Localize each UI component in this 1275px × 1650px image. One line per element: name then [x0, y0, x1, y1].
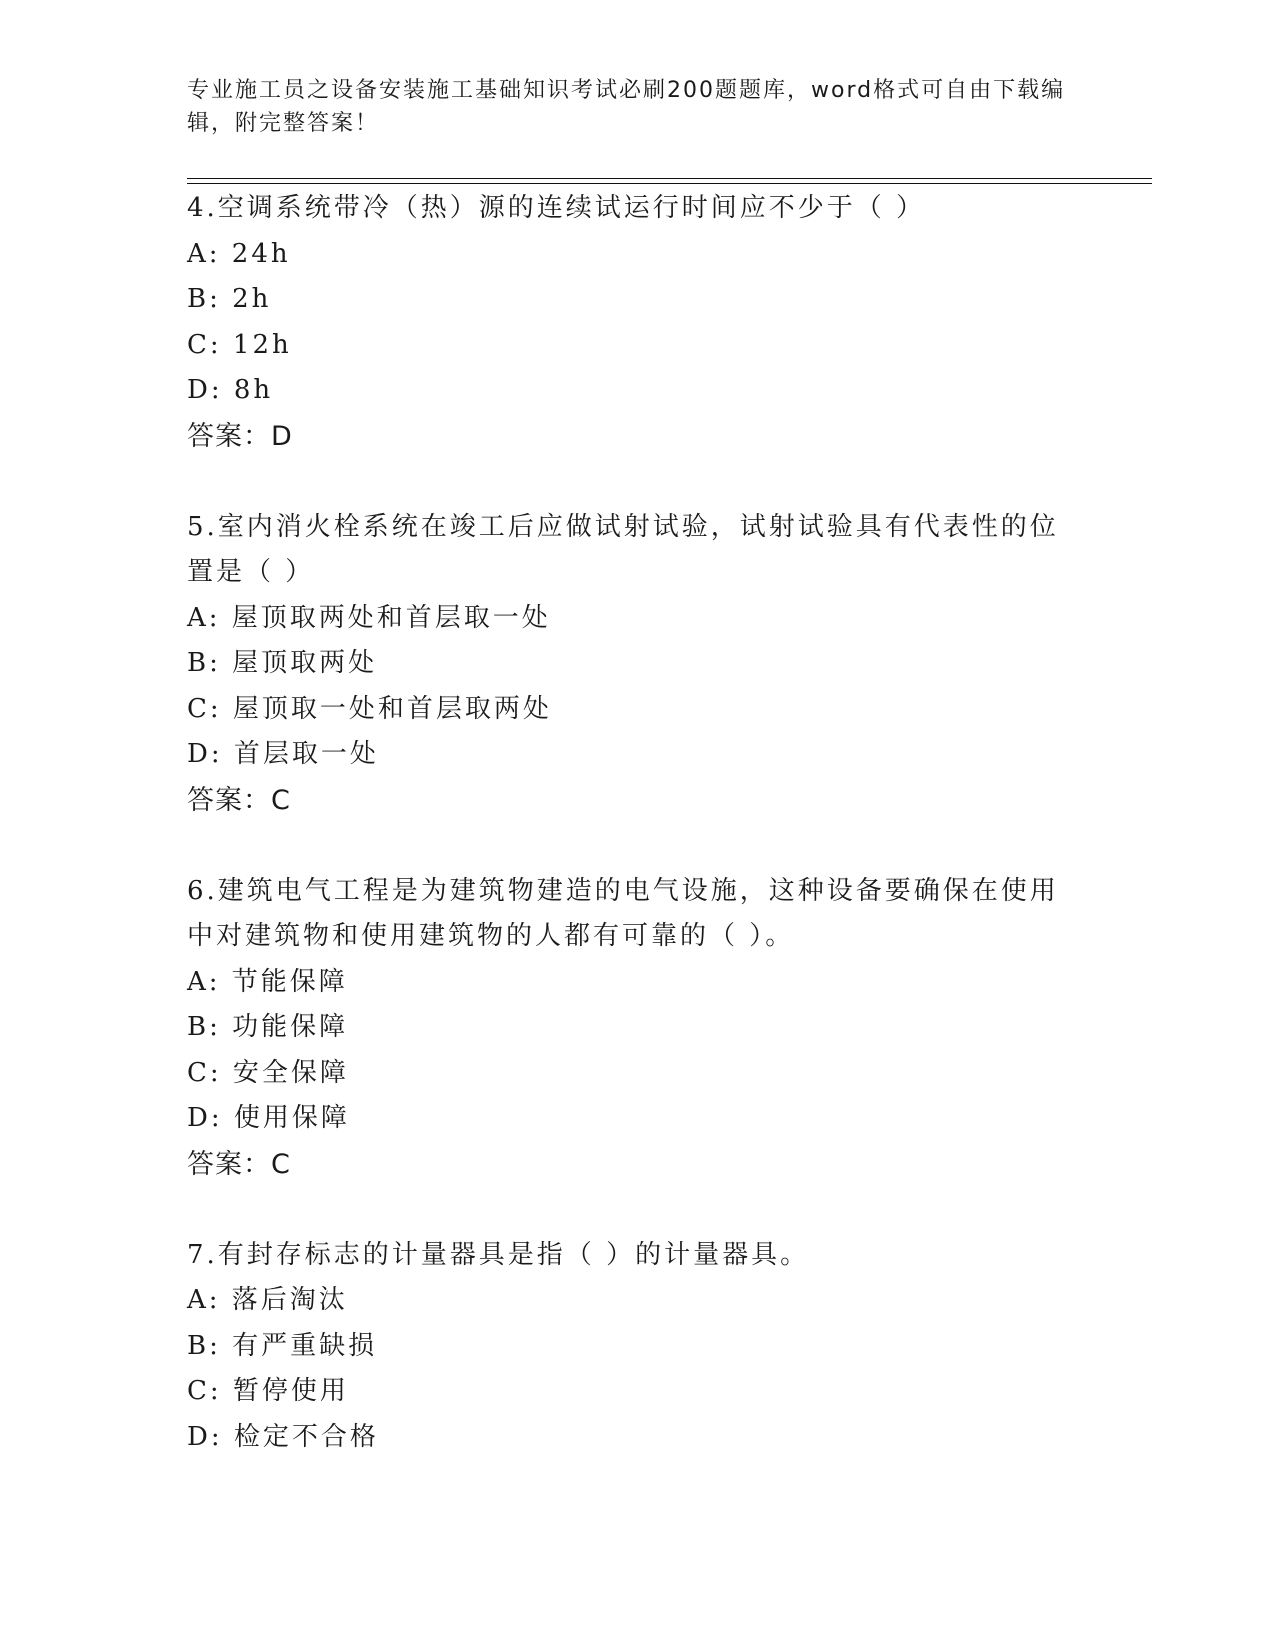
answer-line: 答案：C [187, 1148, 291, 1180]
question-stem: 4.空调系统带冷（热）源的连续试运行时间应不少于（ ） [187, 193, 926, 223]
question-spacer [187, 459, 1087, 505]
option-a: A: 24h [187, 238, 291, 269]
question-4 [187, 186, 1087, 459]
document-header: 专业施工员之设备安装施工基础知识考试必刷200题题库，word格式可自由下载编辑，附完整答案！ [187, 78, 1066, 136]
option-a: A: 节能保障 [187, 966, 348, 997]
option-a: A: 屋顶取两处和首层取一处 [187, 602, 551, 633]
question-stem: 5.室内消火栓系统在竣工后应做试射试验，试射试验具有代表性的位置是（ ） [187, 511, 1059, 587]
option-c: C: 暂停使用 [187, 1376, 349, 1406]
header-divider-bottom [187, 183, 1152, 184]
question-6 [187, 869, 1087, 1188]
answer-line: 答案：C [187, 784, 291, 816]
option-c: C: 12h [187, 329, 292, 360]
option-b: B: 功能保障 [187, 1012, 349, 1042]
option-c: C: 安全保障 [187, 1057, 349, 1088]
question-spacer [187, 1187, 1087, 1233]
option-d: D: 首层取一处 [187, 739, 379, 769]
option-d: D: 8h [187, 375, 274, 405]
option-d: D: 使用保障 [187, 1103, 350, 1133]
question-list [187, 186, 1087, 1460]
option-b: B: 2h [187, 284, 272, 314]
question-7 [187, 1233, 1087, 1461]
question-spacer [187, 823, 1087, 869]
option-d: D: 检定不合格 [187, 1421, 379, 1452]
header-divider-top [187, 178, 1152, 179]
question-5 [187, 505, 1087, 824]
answer-line: 答案：D [187, 420, 293, 452]
option-b: B: 有严重缺损 [187, 1330, 378, 1361]
question-stem: 7.有封存标志的计量器具是指（ ）的计量器具。 [187, 1239, 810, 1270]
option-a: A: 落后淘汰 [187, 1285, 348, 1315]
question-stem: 6.建筑电气工程是为建筑物建造的电气设施，这种设备要确保在使用中对建筑物和使用建筑物的人都有可靠的（ ）。 [187, 875, 1059, 951]
option-b: B: 屋顶取两处 [187, 648, 378, 678]
option-c: C: 屋顶取一处和首层取两处 [187, 693, 552, 724]
